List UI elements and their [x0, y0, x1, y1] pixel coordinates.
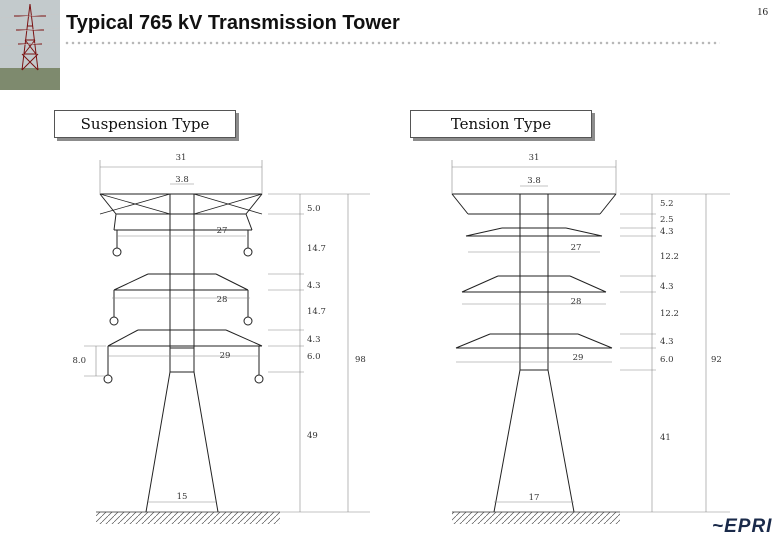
tension-total-height: 92	[711, 355, 722, 365]
tension-shaft-width: 3.8	[527, 176, 541, 186]
page-number: 16	[757, 6, 768, 18]
epri-logo-text: EPRI	[724, 516, 773, 537]
suspension-shaft-width: 3.8	[175, 175, 189, 185]
page-title: Typical 765 kV Transmission Tower	[66, 12, 400, 34]
tension-segment-6: 12.2	[660, 309, 679, 319]
tension-type-label: Tension Type	[410, 110, 592, 138]
suspension-ground	[96, 512, 280, 524]
tension-top-width: 31	[528, 153, 540, 163]
suspension-tower	[100, 194, 262, 512]
tension-dimension-lines	[452, 160, 730, 512]
suspension-segment-5: 4.3	[307, 335, 321, 345]
tension-segment-3: 4.3	[660, 227, 674, 237]
tension-ground	[452, 512, 620, 524]
suspension-segment-6: 6.0	[307, 352, 321, 362]
epri-logo-mark: ~	[712, 516, 725, 537]
epri-logo	[712, 516, 772, 538]
suspension-total-height: 98	[355, 355, 366, 365]
suspension-segment-3: 4.3	[307, 281, 321, 291]
suspension-top-width: 31	[175, 153, 187, 163]
tension-segment-1: 5.2	[660, 199, 674, 209]
tension-segment-5: 4.3	[660, 282, 674, 292]
tension-crossarm-4-width: 29	[572, 353, 584, 363]
tension-crossarm-3-width: 28	[570, 297, 582, 307]
tension-crossarm-2-width: 27	[570, 243, 582, 253]
tension-segment-9: 41	[660, 433, 671, 443]
suspension-conductors	[104, 248, 263, 383]
tension-segment-4: 12.2	[660, 252, 679, 262]
tension-segment-7: 4.3	[660, 337, 674, 347]
tension-tower	[452, 194, 616, 512]
tension-segment-8: 6.0	[660, 355, 674, 365]
suspension-segment-2: 14.7	[307, 244, 326, 254]
tension-segment-2: 2.5	[660, 215, 674, 225]
tension-base-width: 17	[528, 493, 540, 503]
suspension-insulator-length: 8.0	[72, 356, 86, 366]
suspension-base-width: 15	[176, 492, 188, 502]
suspension-segment-4: 14.7	[307, 307, 326, 317]
suspension-crossarm-3-width: 28	[216, 295, 228, 305]
suspension-type-label: Suspension Type	[54, 110, 236, 138]
suspension-crossarm-2-width: 27	[216, 226, 228, 236]
suspension-segment-7: 49	[307, 431, 318, 441]
suspension-crossarm-4-width: 29	[219, 351, 231, 361]
suspension-segment-1: 5.0	[307, 204, 321, 214]
